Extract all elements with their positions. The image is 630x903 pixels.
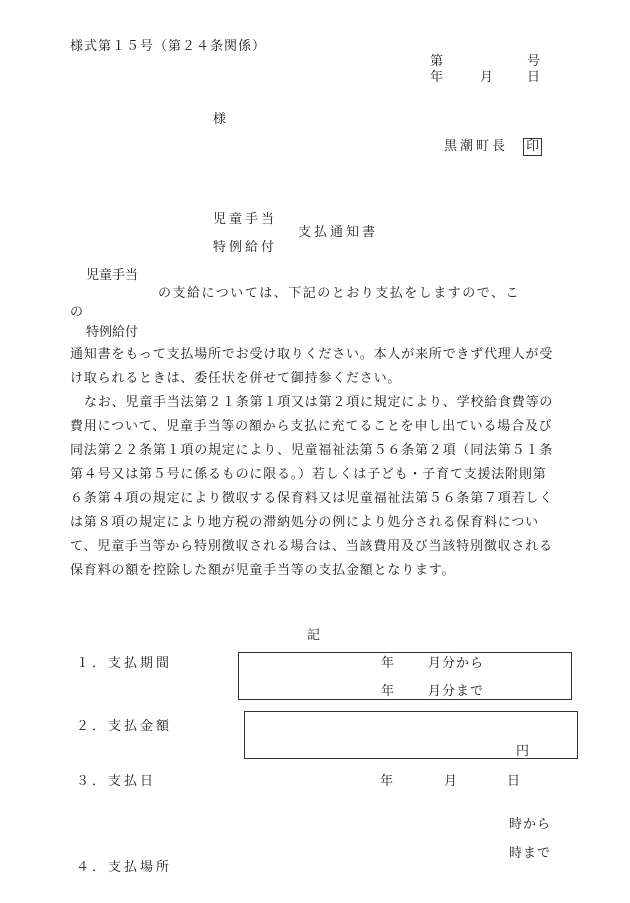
- title-line2: 特例給付: [213, 240, 278, 255]
- title-main: 支払通知書: [298, 225, 379, 240]
- doc-date-day: 日: [527, 70, 541, 85]
- intro-option1: 児童手当: [86, 268, 139, 283]
- intro-wrap: の: [70, 305, 84, 320]
- amount-unit: 円: [516, 744, 530, 759]
- period-label: １．支払期間: [76, 656, 173, 671]
- time-to: 時まで: [509, 846, 552, 861]
- period-from-year: 年: [381, 656, 395, 671]
- time-from: 時から: [509, 817, 552, 832]
- period-to-month: 月分まで: [428, 684, 485, 699]
- issuer-label: 黒潮町長: [444, 139, 509, 154]
- period-from-month: 月分から: [428, 656, 485, 671]
- place-label: ４．支払場所: [76, 860, 173, 875]
- doc-number-prefix: 第: [430, 54, 444, 69]
- seal-mark: 印: [523, 138, 542, 156]
- title-line1: 児童手当: [213, 212, 278, 227]
- form-number: 様式第１５号（第２４条関係）: [70, 39, 267, 54]
- ki-heading: 記: [307, 628, 321, 643]
- doc-date-year: 年: [430, 70, 444, 85]
- date-month: 月: [444, 774, 458, 789]
- date-year: 年: [380, 774, 394, 789]
- recipient-suffix: 様: [213, 112, 227, 127]
- date-day: 日: [507, 774, 521, 789]
- paragraph-2: なお、児童手当法第２１条第１項又は第２項に規定により、学校給食費等の費用について、児童手当等の額から支払に充てることを申し出ている場合及び同法第２２条第１項の規定により、児童福祉法第５６条第２項（同法第５１条第４号又は第５号に係るものに限る。）若しくは子ども・子育て支援法附則第６条第４項の規定により徴収する保育料又は児童福祉法第５６条第７項若しくは第８項の規定により地方税の滞納処分の例により処分される保育料について、児童手当等から特別徴収される場合は、当該費用及び当該特別徴収される保育料の額を控除した額が児童手当等の支払金額となります。: [70, 395, 554, 578]
- period-to-year: 年: [381, 684, 395, 699]
- doc-number-suffix: 号: [527, 54, 541, 69]
- intro-text: の支給については、下記のとおり支払をしますので、こ: [158, 286, 520, 301]
- paragraph-1: 通知書をもって支払場所でお受け取りください。本人が来所できず代理人が受け取られるときは、委任状を併せて御持参ください。: [70, 347, 554, 386]
- intro-option2: 特例給付: [86, 325, 139, 340]
- doc-date-month: 月: [480, 70, 494, 85]
- period-box[interactable]: [238, 652, 572, 700]
- date-label: ３．支払日: [76, 774, 157, 789]
- amount-label: ２．支払金額: [76, 719, 173, 734]
- issuer-name: [444, 135, 542, 156]
